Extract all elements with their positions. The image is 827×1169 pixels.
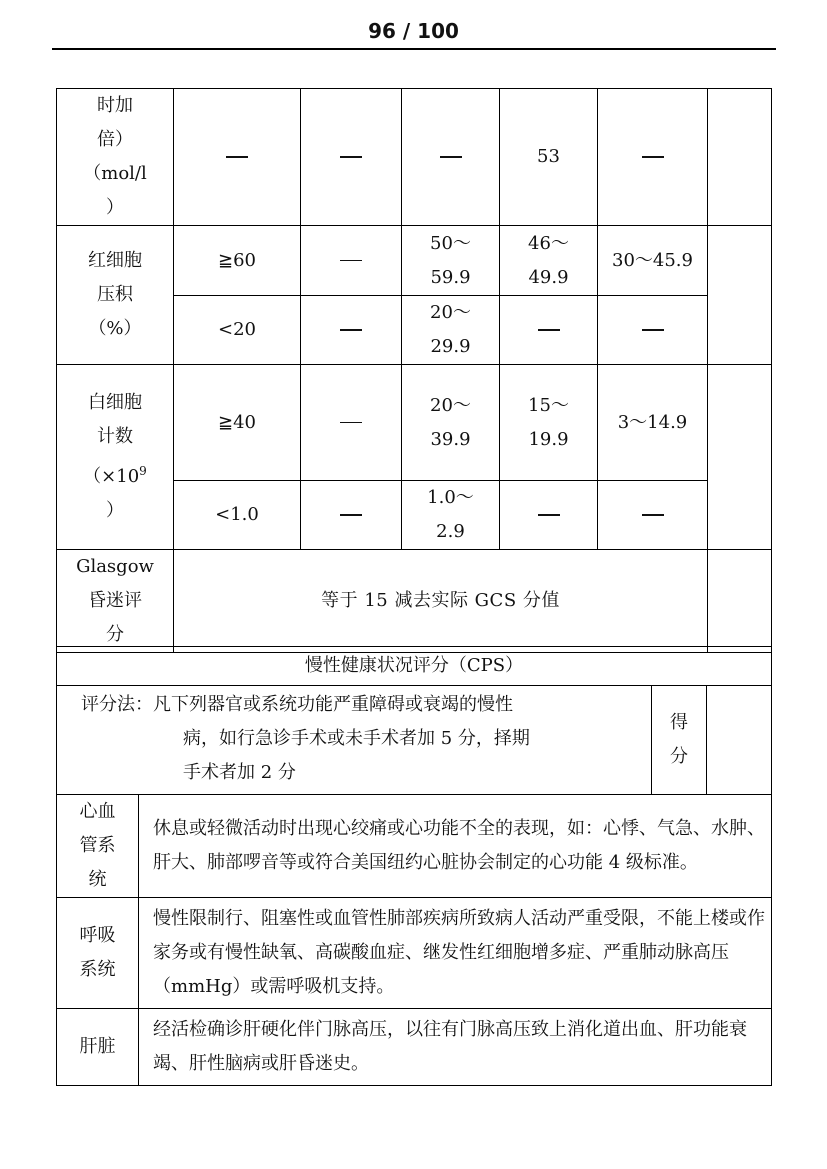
cell-value: [598, 89, 708, 226]
system-liver: [57, 1009, 139, 1086]
score-cell: [708, 226, 772, 365]
system-description: 休息或轻微活动时出现心绞痛或心功能不全的表现，如：心悸、气急、水肿、肝大、肺部啰音等或符合美国纽约心脏协会制定的心功能 4 级标准。: [139, 795, 772, 898]
row-label-hematocrit: [57, 226, 174, 365]
cell-value: ≧60: [174, 226, 301, 296]
dash-glyph: [226, 156, 248, 158]
range-start: 50～: [430, 232, 471, 254]
system-description: 经活检确诊肝硬化伴门脉高压，以往有门脉高压致上消化道出血、肝功能衰竭、肝性脑病或肝昏迷史。: [139, 1009, 772, 1086]
cell-value: 30～45.9: [598, 226, 708, 296]
cell-value: ≧40: [174, 365, 301, 481]
score-cell: [707, 686, 772, 795]
score-cell: [708, 365, 772, 550]
table-row: [57, 89, 772, 226]
dash-glyph: [642, 329, 664, 331]
label-line: ）: [106, 500, 124, 521]
label-line: ）: [106, 197, 124, 218]
system-respiratory: [57, 898, 139, 1009]
page-number: 96 / 100: [368, 19, 459, 43]
range-end: 59.9: [430, 266, 471, 288]
label-line: 计数: [97, 426, 133, 447]
label-line: Glasgow: [76, 556, 154, 577]
cell-value: [301, 226, 402, 296]
system-description: 慢性限制行、阻塞性或血管性肺部疾病所致病人活动严重受限，不能上楼或作家务或有慢性缺氧、高碳酸血症、继发性红细胞增多症、严重肺动脉高压（mmHg）或需呼吸机支持。: [139, 898, 772, 1009]
dash-glyph: [538, 514, 560, 516]
range-end: 2.9: [436, 521, 465, 542]
dash-glyph: [340, 329, 362, 331]
cps-table: [56, 646, 772, 1086]
label-line: 压积: [97, 284, 133, 305]
cell-value: [598, 296, 708, 365]
dash-glyph: [340, 156, 362, 158]
cell-value: [301, 89, 402, 226]
row-label-wbc: [57, 365, 174, 550]
cell-value: [500, 481, 598, 550]
cell-value: [500, 226, 598, 296]
cell-value: [301, 481, 402, 550]
system-cardiovascular: [57, 795, 139, 898]
dash-glyph: [440, 156, 462, 158]
label-line: 昏迷评: [88, 590, 142, 611]
dash-glyph: [642, 514, 664, 516]
range-start: 20～: [430, 394, 471, 416]
system-name: 呼吸: [79, 925, 116, 946]
table-row: [57, 686, 772, 795]
label-line: （mol/l: [83, 163, 147, 184]
range-start: 1.0～: [427, 487, 474, 508]
cell-value: [500, 296, 598, 365]
cell-value: [402, 296, 500, 365]
score-cell: [708, 550, 772, 653]
range-start: 15～: [528, 394, 569, 416]
cell-value: [598, 481, 708, 550]
cell-value: <20: [174, 296, 301, 365]
cell-value: [500, 365, 598, 481]
table-row: [57, 1009, 772, 1086]
header-rule: [52, 48, 776, 50]
label-line: （×10: [83, 466, 140, 487]
range-end: 39.9: [430, 428, 471, 450]
scoring-method: [57, 686, 652, 795]
table-row: [57, 898, 772, 1009]
cell-value: [402, 226, 500, 296]
range-start: 46～: [528, 232, 569, 254]
label-line: 时加: [97, 95, 133, 116]
dash-glyph: [340, 514, 362, 516]
cell-value: 3～14.9: [598, 365, 708, 481]
gcs-rule: 等于 15 减去实际 GCS 分值: [174, 550, 708, 653]
table-row: [57, 795, 772, 898]
system-name: 统: [88, 869, 107, 890]
row-label-bilirubin: [57, 89, 174, 226]
system-name: 肝脏: [79, 1036, 116, 1057]
cell-value: [174, 89, 301, 226]
score-label: 得: [670, 712, 688, 733]
cell-value: [301, 296, 402, 365]
system-name: 心血: [79, 801, 116, 822]
method-label: 评分法：: [81, 694, 153, 715]
score-cell: [708, 89, 772, 226]
method-line: 手术者加 2 分: [183, 762, 296, 783]
label-line: 红细胞: [88, 250, 142, 271]
table-row: [57, 550, 772, 653]
range-end: 49.9: [528, 266, 569, 288]
label-line: 倍）: [97, 129, 133, 150]
cell-value: [402, 481, 500, 550]
table-row: [57, 365, 772, 481]
table-row: [57, 226, 772, 296]
system-name: 系统: [79, 959, 116, 980]
method-line: 病，如行急诊手术或未手术者加 5 分，择期: [183, 728, 530, 749]
system-name: 管系: [79, 835, 116, 856]
dash-glyph: [340, 260, 362, 262]
exponent: 9: [139, 464, 147, 478]
apache-score-table: [56, 88, 772, 653]
cell-value: [402, 89, 500, 226]
range-end: 29.9: [430, 336, 471, 357]
cell-value: [301, 365, 402, 481]
cell-value: [402, 365, 500, 481]
score-label: 分: [670, 746, 688, 767]
score-header: [652, 686, 707, 795]
cell-value: <1.0: [174, 481, 301, 550]
dash-glyph: [538, 329, 560, 331]
method-line: 凡下列器官或系统功能严重障碍或衰竭的慢性: [153, 694, 513, 715]
table-row: [57, 647, 772, 686]
row-label-gcs: [57, 550, 174, 653]
dash-glyph: [340, 422, 362, 424]
range-start: 20～: [430, 302, 471, 323]
label-line: 分: [106, 624, 124, 645]
cell-value: 53: [500, 89, 598, 226]
cps-title: 慢性健康状况评分（CPS）: [57, 647, 772, 686]
label-line: 白细胞: [88, 392, 142, 413]
range-end: 19.9: [528, 428, 569, 450]
label-line: （%）: [88, 318, 142, 339]
dash-glyph: [642, 156, 664, 158]
